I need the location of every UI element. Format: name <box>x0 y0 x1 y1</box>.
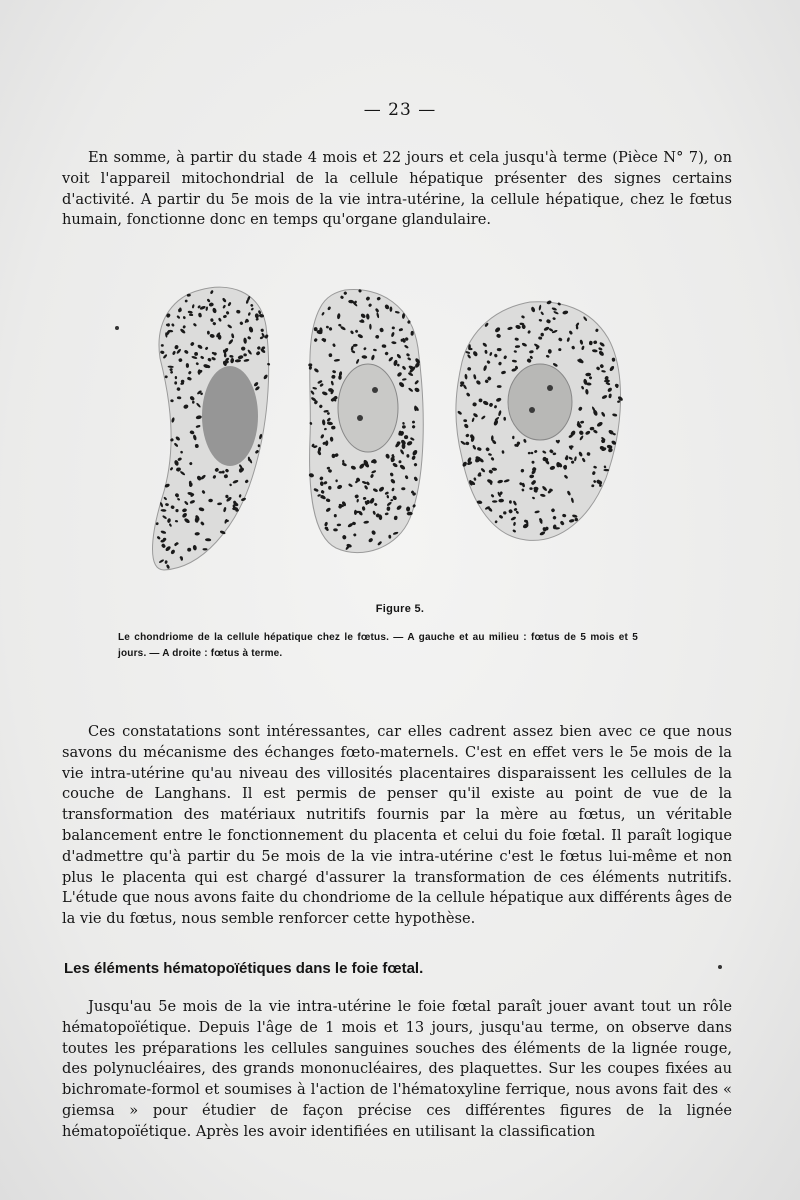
intro-paragraph: En somme, à partir du stade 4 mois et 22 jours et cela jusqu'à terme (Pièce N° 7), on voit l'appareil mitochondrial de la cellule hépatique présenter des signes certains d'activité. A partir du 5e mois de la vie intra-utérine, la cellule hépatique, chez le fœtus humain, fonctionne donc en temps qu'organe glandulaire. <box>62 149 732 229</box>
discussion-paragraph: Ces constatations sont intéressantes, car elles cadrent assez bien avec ce que nous savons du mécanisme des échanges fœto-maternels. C'est en effet vers le 5e mois de la vie intra-utérine qu'au niveau des villosités placentaires disparaissent les cellules de la couche de Langhans. Il est permis de penser qu'il existe au point de vue de la transformation des matériaux nutritifs fournis par la mère au fœtus, un véritable balancement entre le fonctionnement du placenta et celui du foie fœtal. Il paraît logique d'admettre qu'à partir du 5e mois de la vie intra-utérine c'est le fœtus lui-même et non plus le placenta qui est chargé d'assurer la transformation de ces éléments nutritifs. L'étude que nous avons faite du chondriome de la cellule hépatique aux différents âges de la vie du fœtus, nous semble renforcer cette hypothèse. <box>62 723 732 928</box>
section-paragraph: Jusqu'au 5e mois de la vie intra-utérine le foie fœtal paraît jouer avant tout un rôle hématopoïétique. Depuis l'âge de 1 mois et 13 jours, jusqu'au terme, on observe dans toutes les préparations les cellules sanguines souches des éléments de la lignée rouge, des polynucléaires, des grands mononucléaires, des plaquettes. Sur les coupes fixées au bichromate-formol et soumises à l'action de l'hématoxyline ferrique, nous avons fait des « giemsa » pour étudier de façon précise ces différentes figures de la lignée hématopoïétique. Après les avoir identifiées en utilisant la classification <box>62 998 732 1140</box>
figure-illustration <box>140 278 640 578</box>
mitochondrion-granule <box>492 500 497 503</box>
section-heading: Les éléments hématopoïétiques dans le foie fœtal. <box>64 960 424 977</box>
nucleolus-dot <box>547 385 553 391</box>
nucleus-left <box>202 366 258 466</box>
mitochondrion-granule <box>203 548 208 550</box>
print-speck <box>718 965 722 969</box>
nucleolus-dot <box>529 407 535 413</box>
mitochondrion-granule <box>335 479 337 482</box>
nucleolus-dot <box>372 387 378 393</box>
nucleus-right <box>508 364 572 440</box>
figure-caption: Le chondriome de la cellule hépatique chez le fœtus. — A gauche et au milieu : fœtus de 5 mois et 5 jours. — A droite : fœtus à terme. <box>118 632 638 659</box>
nucleolus-dot <box>357 415 363 421</box>
hepatic-cell-middle <box>310 289 424 552</box>
mitochondrion-granule <box>401 487 405 490</box>
hepatic-cell-right <box>456 302 621 541</box>
nucleus-middle <box>338 364 398 452</box>
page-number: — 23 — <box>363 100 437 120</box>
mitochondrion-granule <box>187 548 191 552</box>
figure-title: Figure 5. <box>375 603 425 615</box>
print-speck <box>115 326 119 330</box>
